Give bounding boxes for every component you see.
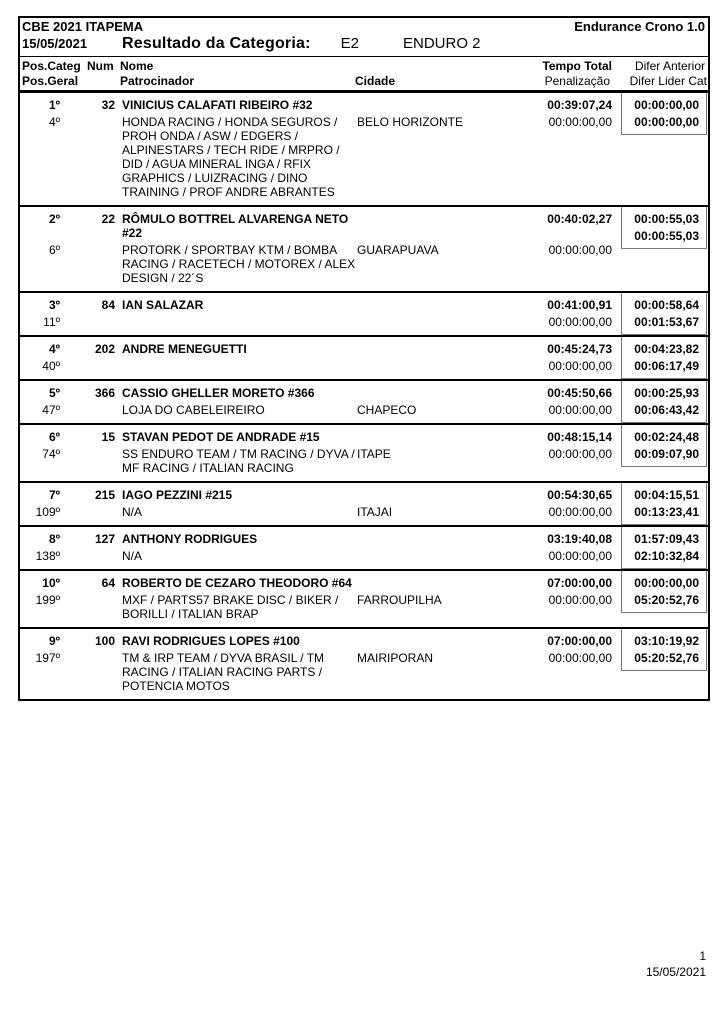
difer-anterior-value: 00:02:24,48 [634, 430, 699, 444]
patrocinador-value: MXF / PARTS57 BRAKE DISC / BIKER / BORILLI / ITALIAN BRAP [122, 593, 339, 621]
difer-lider-value: 00:06:43,42 [634, 403, 699, 417]
col-difer-lider: Difer Lider Cat [629, 74, 707, 88]
difer-box [621, 293, 707, 335]
result-entry [20, 627, 708, 699]
patrocinador-value: N/A [122, 505, 143, 519]
spacer-cell [60, 651, 115, 693]
difer-anterior-value: 00:00:00,00 [634, 98, 699, 112]
difer-lider-value: 00:00:00,00 [634, 115, 699, 129]
entry-detail-row [20, 359, 708, 373]
rider-number: 127 [94, 532, 115, 546]
penalizacao-value: 00:00:00,00 [548, 505, 612, 519]
difer-box [621, 381, 707, 423]
rider-number: 215 [94, 488, 115, 502]
patrocinador-value [115, 359, 357, 373]
footer-date: 15/05/2021 [645, 965, 706, 979]
difer-box [621, 93, 707, 135]
tempo-total-value: 00:48:15,14 [547, 430, 612, 444]
page-number: 1 [699, 949, 706, 963]
spacer-cell [357, 430, 535, 444]
pos-categ-value: 3º [48, 298, 60, 312]
entry-detail-row [20, 243, 708, 285]
patrocinador-value: SS ENDURO TEAM / TM RACING / DYVA / MF RACING / ITALIAN RACING [122, 447, 355, 475]
tempo-total-value: 00:39:07,24 [547, 98, 612, 112]
pos-geral-value: 11º [43, 315, 60, 329]
entry-detail-row [20, 403, 708, 417]
pos-categ-value: 10º [42, 576, 60, 590]
entry-detail-row [20, 115, 708, 199]
entries [20, 93, 708, 699]
spacer-cell [60, 115, 115, 199]
penalizacao-value: 00:00:00,00 [548, 243, 612, 257]
pos-categ-value: 7º [48, 488, 60, 502]
entry-main-row [20, 207, 708, 240]
col-pos-geral: Pos.Geral [22, 74, 79, 88]
difer-box [621, 571, 707, 613]
entry-detail-row [20, 505, 708, 519]
entry-detail-row [20, 651, 708, 693]
rider-number: 84 [101, 298, 115, 312]
difer-lider-value: 05:20:52,76 [634, 651, 699, 665]
difer-anterior-value: 00:04:15,51 [634, 488, 699, 502]
rider-number: 202 [94, 342, 115, 356]
penalizacao-value: 00:00:00,00 [548, 593, 612, 607]
report-date: 15/05/2021 [22, 36, 88, 51]
patrocinador-value: TM & IRP TEAM / DYVA BRASIL / TM RACING / ITALIAN RACING PARTS / POTENCIA MOTOS [122, 651, 325, 693]
entry-detail-row [20, 315, 708, 329]
pos-geral-value: 40º [42, 359, 60, 373]
difer-anterior-value: 00:04:23,82 [634, 342, 699, 356]
difer-lider-value: 00:06:17,49 [634, 359, 699, 373]
entry-main-row [20, 483, 708, 502]
patrocinador-value [115, 315, 357, 329]
difer-anterior-value: 00:00:55,03 [634, 212, 699, 226]
spacer-cell [60, 403, 115, 417]
spacer-cell [357, 212, 535, 240]
tempo-total-value: 07:00:00,00 [547, 634, 612, 648]
entry-main-row [20, 527, 708, 546]
result-entry [20, 379, 708, 423]
patrocinador-value: HONDA RACING / HONDA SEGUROS / PROH ONDA / ASW / EDGERS / ALPINESTARS / TECH RIDE / MRPRO / DID / AGUA MINERAL INGA / RFIX GRAPHICS / LUIZRACING / DINO TRAINING / PROF ANDRE ABRANTES [122, 115, 340, 199]
col-tempo-total: Tempo Total [542, 59, 612, 73]
rider-number: 366 [94, 386, 115, 400]
difer-anterior-value: 00:00:58,64 [634, 298, 699, 312]
pos-geral-value: 138º [35, 549, 60, 563]
rider-name: VINICIUS CALAFATI RIBEIRO #32 [122, 98, 313, 112]
cidade-value [357, 549, 535, 563]
col-num: Num [87, 59, 114, 73]
penalizacao-value: 00:00:00,00 [548, 549, 612, 563]
difer-box [621, 527, 707, 569]
tempo-total-value: 00:45:24,73 [547, 342, 612, 356]
pos-categ-value: 4º [48, 342, 60, 356]
spacer-cell [357, 488, 535, 502]
rider-number: 32 [101, 98, 115, 112]
result-entry [20, 93, 708, 205]
col-cidade: Cidade [355, 74, 396, 88]
pos-categ-value: 1º [48, 98, 60, 112]
patrocinador-value: LOJA DO CABELEIREIRO [122, 403, 265, 417]
results-report [18, 16, 710, 701]
spacer-cell [60, 447, 115, 475]
spacer-cell [60, 593, 115, 621]
spacer-cell [60, 505, 115, 519]
difer-box [621, 629, 707, 671]
entry-main-row [20, 293, 708, 312]
difer-lider-value: 02:10:32,84 [634, 549, 699, 563]
rider-number: 64 [101, 576, 115, 590]
cidade-value [357, 359, 535, 373]
entry-main-row [20, 337, 708, 356]
penalizacao-value: 00:00:00,00 [548, 359, 612, 373]
col-pos-categ: Pos.Categ [22, 59, 81, 73]
result-entry [20, 481, 708, 525]
difer-box [621, 207, 707, 249]
cidade-value: FARROUPILHA [357, 593, 442, 607]
entry-main-row [20, 425, 708, 444]
pos-categ-value: 8º [48, 532, 60, 546]
spacer-cell [60, 243, 115, 285]
rider-name: ANDRE MENEGUETTI [122, 342, 247, 356]
spacer-cell [357, 342, 535, 356]
entry-main-row [20, 381, 708, 400]
rider-number: 100 [94, 634, 115, 648]
pos-geral-value: 6º [48, 243, 60, 257]
penalizacao-value: 00:00:00,00 [548, 447, 612, 461]
pos-categ-value: 2º [48, 212, 60, 226]
difer-box [621, 483, 707, 525]
entry-main-row [20, 93, 708, 112]
rider-name: ANTHONY RODRIGUES [122, 532, 258, 546]
rider-number: 15 [101, 430, 115, 444]
category-code: E2 [340, 35, 359, 52]
rider-name: RÔMULO BOTTREL ALVARENGA NETO #22 [122, 212, 349, 240]
rider-name: ROBERTO DE CEZARO THEODORO #64 [122, 576, 352, 590]
spacer-cell [60, 549, 115, 563]
col-penalizacao: Penalização [544, 74, 610, 88]
pos-categ-value: 5º [48, 386, 60, 400]
difer-box [621, 337, 707, 379]
entry-main-row [20, 629, 708, 648]
spacer-cell [60, 359, 115, 373]
event-title: CBE 2021 ITAPEMA [22, 19, 144, 34]
difer-lider-value: 00:01:53,67 [634, 315, 699, 329]
pos-categ-value: 6º [48, 430, 60, 444]
spacer-cell [60, 315, 115, 329]
difer-anterior-value: 01:57:09,43 [634, 532, 699, 546]
rider-name: CASSIO GHELLER MORETO #366 [122, 386, 315, 400]
result-entry [20, 569, 708, 627]
patrocinador-value: N/A [122, 549, 143, 563]
result-entry [20, 335, 708, 379]
cidade-value: ITAPE [357, 447, 391, 461]
pos-geral-value: 47º [42, 403, 60, 417]
spacer-cell [357, 576, 535, 590]
entry-main-row [20, 571, 708, 590]
pos-geral-value: 4º [48, 115, 60, 129]
difer-lider-value: 00:09:07,90 [634, 447, 699, 461]
spacer-cell [357, 298, 535, 312]
difer-lider-value: 00:00:55,03 [634, 229, 699, 243]
col-difer-anterior: Difer Anterior [634, 59, 705, 73]
entry-detail-row [20, 593, 708, 621]
penalizacao-value: 00:00:00,00 [548, 315, 612, 329]
entry-detail-row [20, 549, 708, 563]
col-nome: Nome [120, 59, 154, 73]
column-headers [20, 57, 708, 93]
report-title-row [20, 34, 708, 57]
pos-geral-value: 109º [35, 505, 60, 519]
pos-categ-value: 9º [48, 634, 60, 648]
result-entry [20, 205, 708, 291]
col-patrocinador: Patrocinador [120, 74, 195, 88]
rider-name: STAVAN PEDOT DE ANDRADE #15 [122, 430, 320, 444]
tempo-total-value: 03:19:40,08 [547, 532, 612, 546]
report-header-top [20, 18, 708, 34]
penalizacao-value: 00:00:00,00 [548, 403, 612, 417]
difer-anterior-value: 03:10:19,92 [634, 634, 699, 648]
cidade-value: BELO HORIZONTE [357, 115, 464, 129]
result-entry [20, 291, 708, 335]
rider-name: IAN SALAZAR [122, 298, 204, 312]
tempo-total-value: 00:54:30,65 [547, 488, 612, 502]
rider-name: RAVI RODRIGUES LOPES #100 [122, 634, 300, 648]
penalizacao-value: 00:00:00,00 [548, 115, 612, 129]
pos-geral-value: 199º [35, 593, 60, 607]
pos-geral-value: 74º [42, 447, 60, 461]
patrocinador-value: PROTORK / SPORTBAY KTM / BOMBA RACING / RACETECH / MOTOREX / ALEX DESIGN / 22´S [122, 243, 356, 285]
rider-number: 22 [101, 212, 115, 226]
difer-lider-value: 05:20:52,76 [634, 593, 699, 607]
cidade-value: ITAJAI [357, 505, 393, 519]
tempo-total-value: 00:45:50,66 [547, 386, 612, 400]
cidade-value [357, 315, 535, 329]
difer-anterior-value: 00:00:25,93 [634, 386, 699, 400]
rider-name: IAGO PEZZINI #215 [122, 488, 233, 502]
difer-anterior-value: 00:00:00,00 [634, 576, 699, 590]
tempo-total-value: 00:40:02,27 [547, 212, 612, 226]
page-footer [646, 948, 706, 980]
spacer-cell [357, 386, 535, 400]
result-entry [20, 525, 708, 569]
spacer-cell [357, 634, 535, 648]
cidade-value: GUARAPUAVA [357, 243, 439, 257]
entry-detail-row [20, 447, 708, 475]
result-entry [20, 423, 708, 481]
spacer-cell [357, 98, 535, 112]
penalizacao-value: 00:00:00,00 [548, 651, 612, 665]
cidade-value: MAIRIPORAN [357, 651, 434, 665]
difer-lider-value: 00:13:23,41 [634, 505, 699, 519]
spacer-cell [357, 532, 535, 546]
report-title: Resultado da Categoria: [122, 35, 311, 52]
cidade-value: CHAPECO [357, 403, 417, 417]
category-name: ENDURO 2 [403, 35, 481, 52]
software-title: Endurance Crono 1.0 [574, 19, 705, 34]
tempo-total-value: 00:41:00,91 [547, 298, 612, 312]
pos-geral-value: 197º [35, 651, 60, 665]
difer-box [621, 425, 707, 467]
tempo-total-value: 07:00:00,00 [547, 576, 612, 590]
